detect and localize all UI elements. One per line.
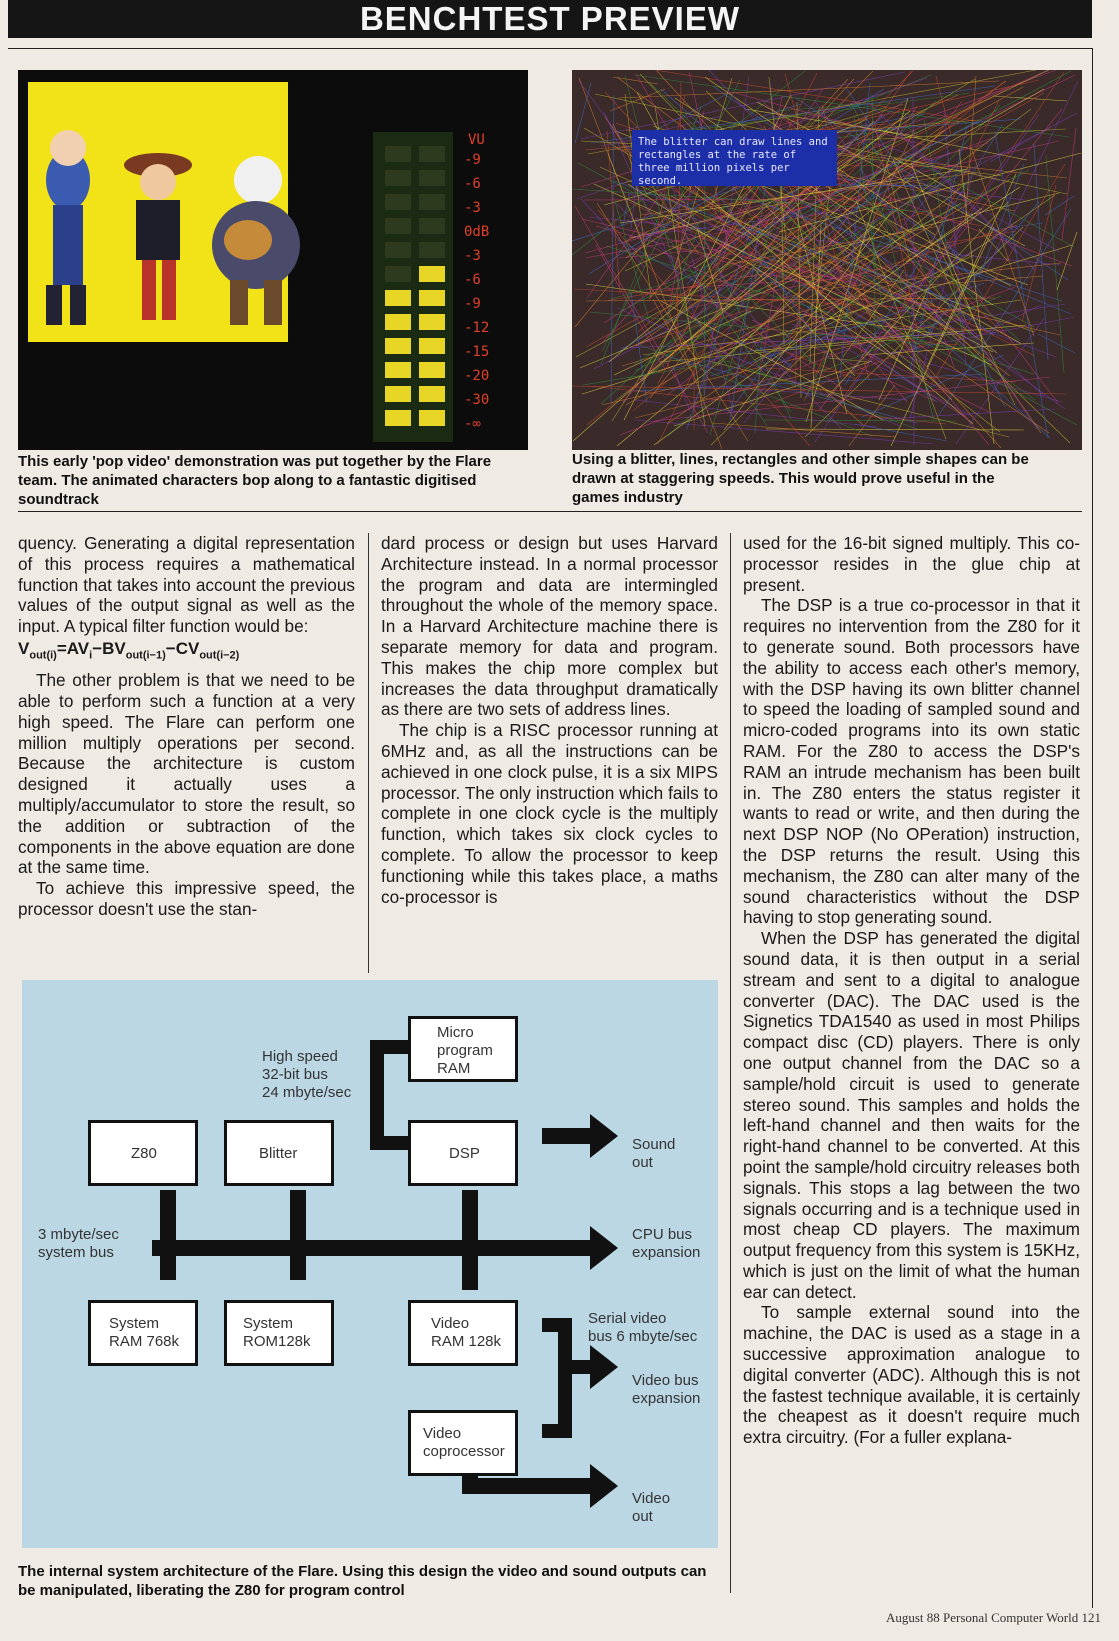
col1-paragraph-2: The other problem is that we need to be able to perform such a function at a very high speed. The Flare can perform one million multiply operations per second. Because the architecture is custom designed it actually uses a multiply/accumulator to store the result, so the addition or subtraction of the components in the above equation are done at the same time. [18, 670, 355, 878]
pop-video-photo [18, 70, 528, 450]
article-column-1 [18, 533, 355, 920]
blitter-line [618, 81, 999, 98]
vu-cell [419, 170, 445, 186]
blitter-line [819, 109, 1062, 410]
video-coprocessor-box: Video coprocessor [408, 1410, 518, 1476]
blitter-lines-image [572, 70, 1082, 450]
video-bus-bar [558, 1360, 592, 1374]
blitter-line [619, 250, 701, 258]
vu-cell [385, 218, 411, 234]
vu-cell [419, 338, 445, 354]
dsp-box: DSP [408, 1120, 518, 1186]
system-architecture-diagram [22, 980, 718, 1548]
z80-connector [160, 1190, 176, 1280]
filter-equation: $V_{out(i)}=AV_i-BV_{out(i-1)}-CV_{out(i-2)}$ [18, 638, 240, 662]
vu-cell [419, 146, 445, 162]
system-rom-box: System ROM128k [224, 1300, 334, 1366]
video-bus-arrow [590, 1345, 618, 1389]
vu-cell [419, 386, 445, 402]
vu-cell [419, 218, 445, 234]
highspeed-bus-label: High speed 32-bit bus 24 mbyte/sec [262, 1048, 352, 1101]
vu-cell [385, 242, 411, 258]
col3-paragraph-1: used for the 16-bit signed multiply. This co-processor resides in the glue chip at present. [743, 533, 1080, 595]
vu-scale-label: -3 [464, 248, 481, 264]
vu-scale-label: -30 [464, 392, 490, 408]
page-header: BENCHTEST PREVIEW [8, 0, 1092, 38]
blitter-line [806, 233, 885, 398]
vu-cell [419, 194, 445, 210]
vu-scale-label: -9 [464, 152, 481, 168]
blitter-line [977, 207, 1060, 252]
vu-scale-label: -9 [464, 296, 481, 312]
system-ram-box: System RAM 768k [88, 1300, 198, 1366]
col3-paragraph-3: When the DSP has generated the digital sound data, it is then output in a serial stream and sent to a digital to analogue converter (DAC). The DAC used is the Signetics TDA1540 as used in most Philips compact disc (CD) players. There is only one output channel from the DAC so a sample/hold circuit is used to generate stereo sound. This samples and holds the left-hand channel and then waits for the right-hand channel to be converted. At this point the sample/hold circuitry releases both signals. This stops a lag between the two signals occurring and is a technique used in most cheap CD players. The maximum output frequency from this system is 15KHz, which is just on the limit of what the human ear can detect. [743, 928, 1080, 1302]
vu-cell [385, 362, 411, 378]
vu-scale-label: 0dB [464, 224, 490, 240]
vu-meter [373, 132, 453, 442]
blitter-line [1034, 144, 1048, 360]
vu-cell [385, 194, 411, 210]
blitter-connector [290, 1190, 306, 1280]
video-bus-label: Video bus expansion [632, 1372, 701, 1407]
col2-paragraph-1: dard process or design but uses Harvard Architecture instead. In a normal processor the program and data are intermingled throughout the whole of the memory space. In a Harvard Architecture machine there is separate memory for data and program. This makes the chip more complex but increases the data throughput dramatically as there are two sets of address lines. [381, 533, 718, 720]
blitter-line [578, 163, 634, 193]
col3-paragraph-2: The DSP is a true co-processor in that it requires no intervention from the Z80 for it to generate sound. Both processors have the ability to access each other's memory, with the DSP having its own blitter channel to speed the loading of sampled sound and micro-coded programs into its own static RAM. For the Z80 to access the DSP's RAM an intrude mechanism has been built in. The Z80 enters the status register it wants to read or write, and then during the next DSP NOP (No OPeration) instruction, the DSP returns the result. Using this mechanism, the Z80 can alter many of the sound characteristics without the DSP having to stop generating sound. [743, 595, 1080, 928]
blitter-line [620, 190, 1056, 357]
blitter-line [974, 305, 1041, 338]
cpu-bus-arrow [590, 1226, 618, 1270]
pop-video-caption: This early 'pop video' demonstration was put together by the Flare team. The animated characters bop along to a fantastic digitised soundtrack [18, 453, 492, 508]
vu-scale-label: -6 [464, 176, 481, 192]
vu-cell [385, 290, 411, 306]
blitter-line [583, 361, 729, 385]
blitter-screen-text [632, 130, 837, 186]
vu-cell [419, 362, 445, 378]
video-out-arrow [590, 1464, 618, 1508]
coproc-link-bar [542, 1424, 572, 1438]
column-rule-1 [368, 533, 369, 973]
cpu-bus-label: CPU bus expansion [632, 1226, 701, 1261]
blitter-line [712, 423, 896, 437]
vu-cell [419, 266, 445, 282]
blitter-line [635, 420, 934, 444]
page-footer: August 88 Personal Computer World 121 [885, 1610, 1101, 1625]
serial-video-label: Serial video bus 6 mbyte/sec [588, 1310, 698, 1345]
blitter-line [617, 77, 1010, 376]
screen-text-line-3: three million pixels per second. [638, 162, 790, 187]
vu-scale-label: -∞ [464, 416, 481, 432]
blitter-caption: Using a blitter, lines, rectangles and other simple shapes can be drawn at staggering speeds. This would prove useful in the games industry [572, 451, 1029, 506]
vu-cell [385, 410, 411, 426]
z80-box: Z80 [88, 1120, 198, 1186]
col3-paragraph-4: To sample external sound into the machine, the DAC is used as a stage in a successive approximation analogue to digital converter (ADC). Although this is not the fastest technique available, it is certainly the cheapest as it doesn't require much extra circuitry. (For a fuller explana- [743, 1302, 1080, 1448]
column-rule-2 [730, 533, 731, 1593]
video-bus-vertical [558, 1318, 572, 1438]
article-column-2 [381, 533, 718, 907]
col2-paragraph-2: The chip is a RISC processor running at 6MHz and, as all the instructions can be achieved in one clock pulse, it is a six MIPS processor. The only instruction which fails to complete in one clock cycle is the multiply function, which takes six clock cycles to complete. To allow the processor to keep functioning while this takes place, a maths co-processor is [381, 720, 718, 907]
vu-cell [385, 314, 411, 330]
blitter-line [597, 203, 748, 441]
blitter-demo-photo [572, 70, 1082, 450]
screen-text-line-2: rectangles at the rate of [638, 149, 797, 161]
sound-out-arrow [590, 1114, 618, 1158]
vu-cell [385, 386, 411, 402]
blitter-line [639, 292, 712, 339]
vu-cell [385, 170, 411, 186]
blitter-line [764, 420, 956, 421]
vu-cell [419, 242, 445, 258]
vu-cell [385, 146, 411, 162]
highspeed-bus-vertical [370, 1040, 384, 1150]
blitter-line [995, 132, 1048, 438]
frame-top-rule [8, 48, 1092, 49]
vu-scale-label: -12 [464, 320, 490, 336]
frame-right-rule [1092, 48, 1093, 1608]
system-bus-bar [152, 1240, 592, 1256]
vu-scale-label: -3 [464, 200, 481, 216]
col1-paragraph-3: To achieve this impressive speed, the processor doesn't use the stan- [18, 878, 355, 919]
vu-scale-label: -20 [464, 368, 490, 384]
system-bus-label: 3 mbyte/sec system bus [38, 1226, 119, 1261]
blitter-line [617, 237, 870, 446]
blitter-line [613, 77, 658, 84]
blitter-line [611, 95, 614, 404]
vu-cell [385, 266, 411, 282]
diagram-caption: The internal system architecture of the Flare. Using this design the video and sound outputs can be manipulated, liberating the Z80 for program control [18, 1563, 707, 1599]
col1-paragraph-1: quency. Generating a digital representation of this process requires a mathematical function that takes into account the previous values of the output signal as well as the input. A typical filter function would be: [18, 533, 355, 637]
screen-text-line-1: The blitter can draw lines and [638, 136, 828, 148]
blitter-box: Blitter [224, 1120, 334, 1186]
vu-scale-label: -15 [464, 344, 490, 360]
vu-label: VU [468, 132, 485, 148]
vu-scale [458, 152, 518, 450]
sound-out-label: Sound out [632, 1136, 676, 1171]
micro-program-ram-box: Micro program RAM [408, 1016, 518, 1082]
video-ram-connector [462, 1250, 478, 1290]
blitter-line [811, 225, 821, 428]
sound-out-bar [542, 1128, 592, 1144]
blitter-line [804, 313, 968, 419]
blitter-line [956, 318, 1044, 444]
video-out-bar [462, 1478, 592, 1494]
blitter-line [1038, 334, 1075, 353]
video-ram-box: Video RAM 128k [408, 1300, 518, 1366]
video-out-label: Video out [632, 1490, 671, 1525]
caption-rule [18, 511, 1082, 512]
article-column-3 [743, 533, 1080, 1448]
vu-cell [419, 314, 445, 330]
vu-cell [419, 290, 445, 306]
vu-cell [385, 338, 411, 354]
vu-cell [419, 410, 445, 426]
blitter-line [894, 158, 972, 201]
blitter-line [1057, 232, 1077, 290]
blitter-line [1062, 128, 1076, 240]
blitter-line [575, 83, 591, 143]
vu-scale-label: -6 [464, 272, 481, 288]
